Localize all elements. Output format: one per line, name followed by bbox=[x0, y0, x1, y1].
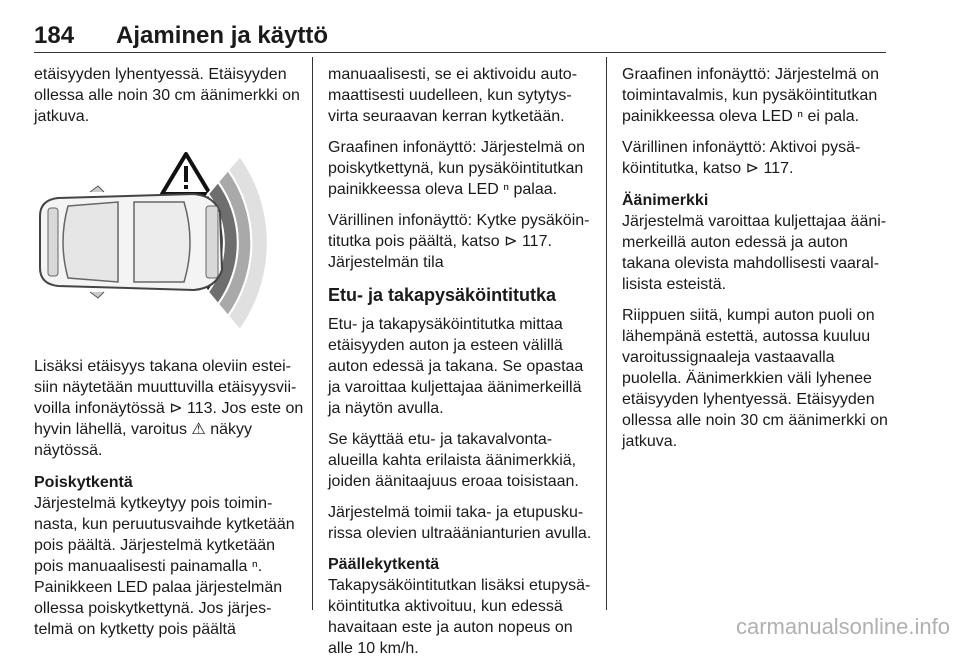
text-line: lähempänä estettä, autossa kuuluu bbox=[622, 328, 871, 345]
text-line: Graafinen infonäyttö: Järjestelmä on bbox=[328, 139, 586, 156]
section-heading: Etu- ja takapysäköintitutka bbox=[328, 285, 557, 305]
text-line: telmä on kytketty pois päältä bbox=[34, 621, 236, 638]
watermark: carmanualsonline.info bbox=[735, 614, 950, 639]
text-line: Se käyttää etu- ja takavalvonta- bbox=[328, 431, 553, 448]
chapter-title: Ajaminen ja käyttö bbox=[116, 22, 329, 49]
signals-paragraph bbox=[328, 429, 604, 492]
column-2 bbox=[328, 64, 604, 669]
manual-off-paragraph bbox=[328, 64, 604, 127]
text-line: poiskytkettynä, kun pysäköintitutkan bbox=[328, 160, 584, 177]
text-line: etäisyyden lyhentyessä. Etäisyyden bbox=[34, 66, 287, 83]
text-line: ja varoittaa kuljettajaa äänimerkeillä bbox=[328, 379, 582, 396]
text-line: ja näytön avulla. bbox=[328, 400, 444, 417]
after-figure-paragraph bbox=[34, 356, 306, 461]
text-line: ollessa alle noin 30 cm äänimerkki on bbox=[622, 412, 888, 429]
text-line: näytössä. bbox=[34, 442, 103, 459]
parking-sensor-diagram bbox=[34, 146, 298, 338]
on-paragraph bbox=[328, 575, 604, 659]
text-line: puolella. Äänimerkkien väli lyhenee bbox=[622, 370, 872, 387]
text-line: alueilla kahta erilaista äänimerkkiä, bbox=[328, 452, 577, 469]
interval-paragraph bbox=[622, 305, 892, 452]
header-rule bbox=[34, 52, 886, 53]
warning-triangle-icon bbox=[162, 154, 210, 194]
text-line: Takapysäköintitutkan lisäksi etupysä- bbox=[328, 577, 591, 594]
activate-paragraph bbox=[622, 137, 892, 179]
sound-paragraph bbox=[622, 211, 892, 295]
graphic-display-paragraph bbox=[328, 137, 604, 200]
text-line: manuaalisesti, se ei aktivoidu auto- bbox=[328, 66, 578, 83]
text-line: köintitutka, katso ⊳ 117. bbox=[622, 160, 794, 177]
text-line: toimintavalmis, kun pysäköintitutkan bbox=[622, 87, 878, 104]
text-line: lisista esteistä. bbox=[622, 276, 727, 293]
text-line: pois päältä. Järjestelmä kytketään bbox=[34, 537, 276, 554]
text-line: merkeillä auton edessä ja auton bbox=[622, 234, 848, 251]
text-line: Värillinen infonäyttö: Kytke pysäköin- bbox=[328, 212, 590, 229]
intro-radar-paragraph bbox=[328, 314, 604, 419]
text-line: hyvin lähellä, varoitus ⚠ näkyy bbox=[34, 421, 252, 438]
column-1-lower bbox=[34, 356, 306, 650]
sound-heading: Äänimerkki bbox=[622, 192, 709, 209]
text-line: virta seuraavan kerran kytketään. bbox=[328, 108, 565, 125]
text-line: Etu- ja takapysäköintitutka mittaa bbox=[328, 316, 563, 333]
text-line: pois manuaalisesti painamalla ⁿ. bbox=[34, 558, 263, 575]
text-line: takana olevista mahdollisesti vaaral- bbox=[622, 255, 880, 272]
page-header bbox=[34, 22, 886, 52]
text-line: rissa olevien ultraäänianturien avulla. bbox=[328, 525, 592, 542]
text-line: etäisyyden auton ja esteen välillä bbox=[328, 337, 563, 354]
page-number: 184 bbox=[34, 22, 75, 49]
column-1 bbox=[34, 64, 306, 137]
text-line: nasta, kun peruutusvaihde kytketään bbox=[34, 516, 295, 533]
text-line: köintitutka aktivoituu, kun edessä bbox=[328, 598, 563, 615]
text-line: titutka pois päältä, katso ⊳ 117. bbox=[328, 233, 552, 250]
text-line: ollessa poiskytkettynä. Jos järjes- bbox=[34, 600, 272, 617]
intro-paragraph bbox=[34, 64, 306, 127]
text-line: jatkuva. bbox=[34, 108, 90, 125]
text-line: Lisäksi etäisyys takana oleviin estei- bbox=[34, 358, 292, 375]
ready-paragraph bbox=[622, 64, 892, 127]
column-divider-2 bbox=[606, 57, 607, 610]
text-line: Järjestelmä varoittaa kuljettajaa ääni- bbox=[622, 213, 887, 230]
column-3 bbox=[622, 64, 892, 462]
text-line: jatkuva. bbox=[622, 433, 678, 450]
column-divider-1 bbox=[312, 57, 313, 610]
sensors-paragraph bbox=[328, 502, 604, 544]
text-line: havaitaan este ja auton nopeus on bbox=[328, 619, 573, 636]
text-line: joiden äänitaajuus eroaa toisistaan. bbox=[328, 473, 579, 490]
text-line: varoitussignaaleja vastaavalla bbox=[622, 349, 835, 366]
text-line: Järjestelmän tila bbox=[328, 254, 444, 271]
off-heading: Poiskytkentä bbox=[34, 474, 133, 491]
colour-display-paragraph bbox=[328, 210, 604, 273]
text-line: ollessa alle noin 30 cm äänimerkki on bbox=[34, 87, 300, 104]
text-line: siin näytetään muuttuvilla etäisyysvii- bbox=[34, 379, 297, 396]
text-line: Riippuen siitä, kumpi auton puoli on bbox=[622, 307, 875, 324]
off-paragraph bbox=[34, 493, 306, 640]
text-line: Järjestelmä toimii taka- ja etupusku- bbox=[328, 504, 584, 521]
car-top-view-icon bbox=[40, 186, 222, 298]
text-line: auton edessä ja takana. Se opastaa bbox=[328, 358, 584, 375]
text-line: painikkeessa oleva LED ⁿ ei pala. bbox=[622, 108, 860, 125]
text-line: maattisesti uudelleen, kun sytytys- bbox=[328, 87, 572, 104]
text-line: Järjestelmä kytkeytyy pois toimin- bbox=[34, 495, 273, 512]
text-line: painikkeessa oleva LED ⁿ palaa. bbox=[328, 181, 558, 198]
text-line: Painikkeen LED palaa järjestelmän bbox=[34, 579, 283, 596]
text-line: alle 10 km/h. bbox=[328, 640, 419, 657]
on-heading: Päällekytkentä bbox=[328, 556, 440, 573]
text-line: Värillinen infonäyttö: Aktivoi pysä- bbox=[622, 139, 861, 156]
text-line: Graafinen infonäyttö: Järjestelmä on bbox=[622, 66, 880, 83]
text-line: etäisyyden lyhentyessä. Etäisyyden bbox=[622, 391, 875, 408]
text-line: voilla infonäytössä ⊳ 113. Jos este on bbox=[34, 400, 304, 417]
